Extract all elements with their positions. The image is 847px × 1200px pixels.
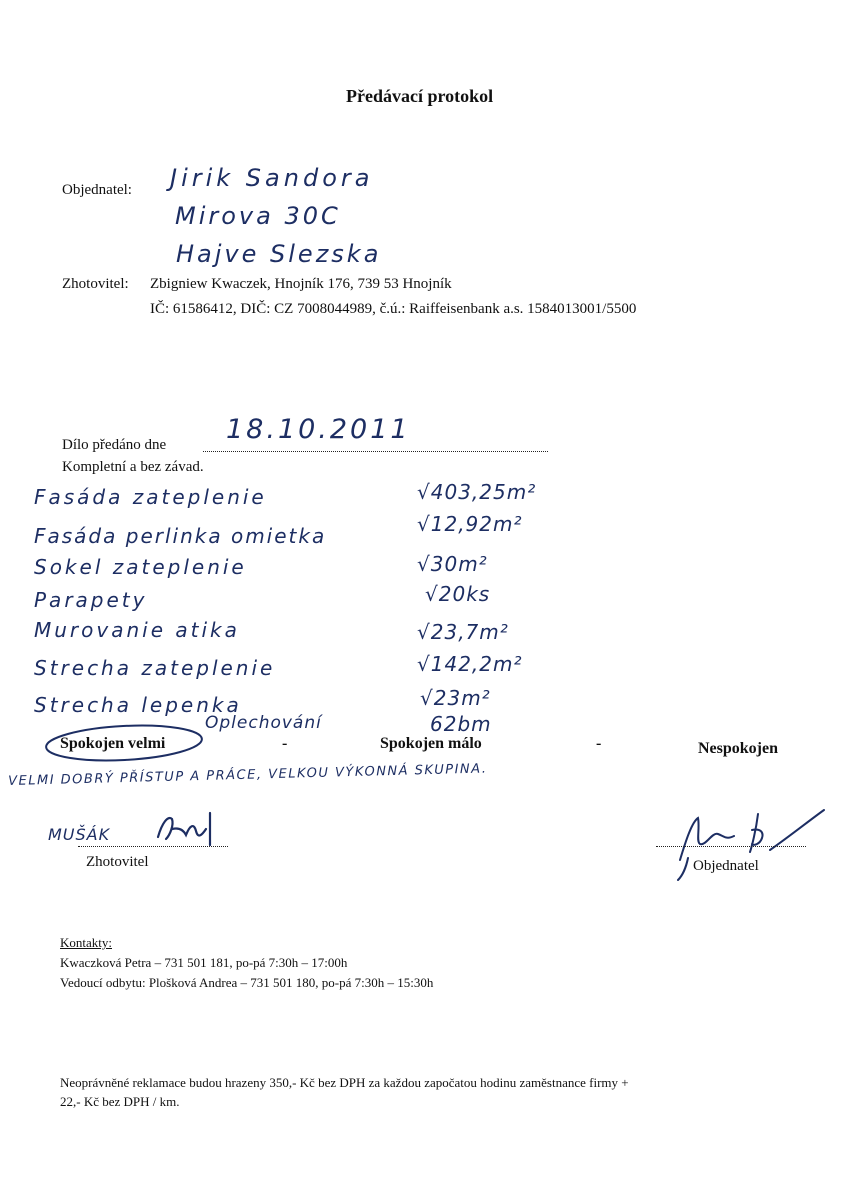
customer-signature-label: Objednatel (693, 858, 759, 874)
customer-name: Jirik Sandora (170, 164, 374, 192)
rating-separator: - (596, 735, 602, 752)
footer-claims-note: Neoprávněné reklamace budou hrazeny 350,- Kč bez DPH za každou započatou hodinu zaměstnance firmy + (60, 1075, 629, 1090)
handwritten-comment: VELMI DOBRÝ PŘÍSTUP A PRÁCE, VELKOU VÝKONNÁ SKUPINA. (8, 761, 488, 789)
handover-date: 18.10.2011 (226, 414, 411, 445)
item-name: Fasáda zateplenie (34, 485, 267, 509)
item-name: Murovanie atika (34, 618, 240, 642)
customer-label: Objednatel: (62, 182, 132, 198)
contact-line: Vedoucí odbytu: Plošková Andrea – 731 501 180, po-pá 7:30h – 15:30h (60, 975, 434, 990)
contractor-signature (150, 805, 230, 855)
contractor-signature-line (78, 846, 228, 847)
item-name: Strecha lepenka (34, 693, 242, 717)
rating-option-very-satisfied: Spokojen velmi (60, 735, 166, 752)
item-qty: √23,7m² (417, 620, 509, 644)
contractor-signature-label: Zhotovitel (86, 854, 149, 870)
extra-item-name: Oplechování (205, 713, 322, 733)
footer-claims-note-continued: 22,- Kč bez DPH / km. (60, 1094, 180, 1109)
item-qty: √403,25m² (417, 480, 537, 504)
contacts-heading: Kontakty: (60, 935, 112, 950)
rating-option-unsatisfied: Nespokojen (698, 740, 779, 757)
item-name: Sokel zateplenie (34, 555, 247, 579)
handover-label: Dílo předáno dne (62, 437, 167, 453)
handover-date-line (203, 451, 548, 452)
document-title: Předávací protokol (346, 86, 494, 106)
item-qty: √20ks (425, 582, 491, 606)
item-qty: √23m² (420, 686, 491, 710)
extra-item-qty: 62bm (430, 712, 492, 736)
contractor-ids: IČ: 61586412, DIČ: CZ 7008044989, č.ú.: Raiffeisenbank a.s. 1584013001/5500 (150, 301, 637, 317)
customer-street: Mirova 30C (175, 202, 341, 230)
handover-note: Kompletní a bez závad. (62, 459, 204, 475)
rating-separator: - (282, 735, 288, 752)
contact-line: Kwaczková Petra – 731 501 181, po-pá 7:30h – 17:00h (60, 955, 348, 970)
item-qty: √142,2m² (417, 652, 523, 676)
rating-option-little-satisfied: Spokojen málo (380, 735, 482, 752)
item-name: Fasáda perlinka omietka (34, 524, 327, 548)
contractor-signature-name: MUŠÁK (48, 825, 111, 844)
customer-city: Hajve Slezska (176, 240, 382, 268)
item-name: Strecha zateplenie (34, 656, 276, 680)
item-name: Parapety (34, 588, 148, 612)
contractor-address: Zbigniew Kwaczek, Hnojník 176, 739 53 Hnojník (150, 276, 452, 292)
item-qty: √30m² (417, 552, 488, 576)
customer-signature-line (656, 846, 806, 847)
contractor-label: Zhotovitel: (62, 276, 129, 292)
item-qty: √12,92m² (417, 512, 523, 536)
